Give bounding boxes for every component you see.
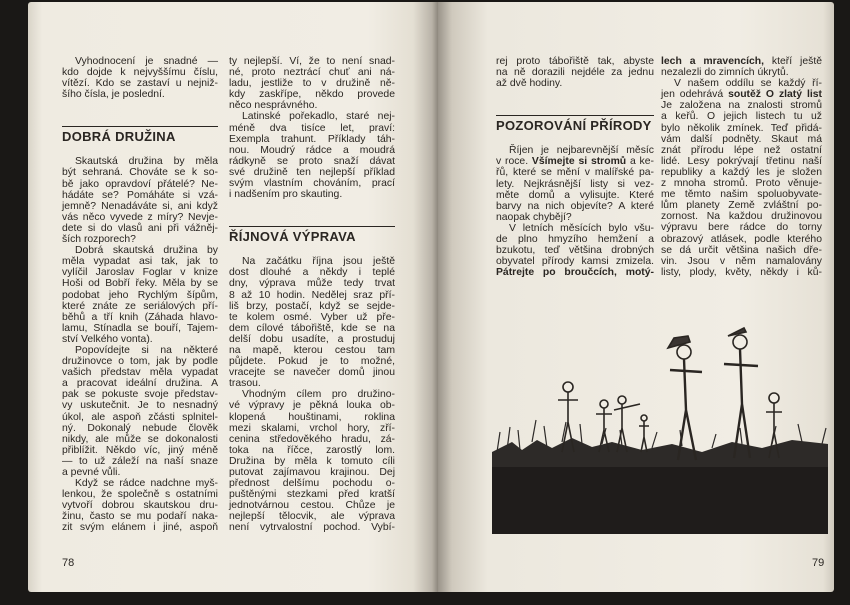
text-line: dny, výprava může tedy trvat	[229, 278, 395, 290]
text-line: V našem oddílu se každý ří-	[674, 78, 822, 90]
text-line: jemně? Nenadáváte si, ani když	[62, 200, 218, 212]
text-line: vytvoří dobrou skautskou dru-	[62, 500, 218, 512]
text-line: bzukotu, teď většina drobných	[496, 245, 654, 257]
page-number: 79	[812, 557, 825, 569]
text-line: vítězí. Kdo se zastaví u nejniž-	[62, 78, 218, 90]
text-line: půjdete. Pokud je to možné,	[229, 356, 395, 368]
section-heading-block	[229, 226, 395, 245]
text-line: pak se pokuste svoje představ-	[62, 389, 218, 401]
text-line: te kolem osmé. Vyber už pře-	[229, 311, 395, 323]
text-line: a pracovat ideální družina. A	[62, 378, 218, 390]
paragraph	[661, 56, 822, 78]
text-line: výpravu bere rádce do torny	[661, 222, 822, 234]
paragraph	[229, 111, 395, 200]
text-line: svým vlastním chováním, prací	[229, 178, 395, 190]
text-line: V letních měsících bylo všu-	[509, 222, 654, 234]
text-line: de plno hmyzího hemžení a	[496, 234, 654, 246]
text-line: puštěnými stezkami před kratší	[229, 489, 395, 501]
text-line: Vyhodnocení je snadné —	[75, 56, 218, 67]
page-number: 78	[62, 557, 75, 569]
text-line: putovat zajímavou krajinou. Dej	[229, 467, 395, 478]
text-line: vy uskutečnit. Je to nesnadný	[62, 400, 218, 412]
text-line: být sehraná. Chováte se k so-	[62, 167, 218, 179]
text-line: barvy na nich objevíte? A které	[496, 200, 654, 212]
text-line: Vhodným cílem pro družino-	[242, 389, 395, 401]
paragraph	[496, 56, 654, 89]
column	[661, 56, 822, 278]
text-line: své družině ten nejlepší příklad	[229, 166, 395, 178]
text-line: Je založena na znalosti stromů	[661, 100, 822, 112]
text-line: běhů a tří knih (Záhada hlavo-	[62, 311, 218, 323]
text-line: né, proto neztrácí chuť ani ná-	[229, 67, 395, 79]
text-line: vin. Jsou v něm namalovány	[661, 255, 822, 267]
text-line: na ně dorazili nejdéle za jednu	[496, 67, 654, 79]
text-line: dost dlouhé a někdy i teplé	[229, 267, 395, 279]
text-line: úkol, ale aspoň zčásti splnitel-	[62, 411, 218, 423]
text-line: vracejte se navečer domů jinou	[229, 367, 395, 379]
text-line: žinu, často se mu podaří naka-	[62, 511, 218, 523]
text-line	[661, 89, 822, 100]
text-line: delší dobu usadíte, a prostuduj	[229, 333, 395, 345]
text-line: bylo několik zmínek. Teď přidá-	[661, 122, 822, 134]
text-line: dete si do vlasů ani při vážněj-	[62, 222, 218, 234]
column	[496, 56, 654, 278]
text-line: a pevné vůli.	[62, 467, 121, 478]
text-line: méně dva tisíce let, praví:	[229, 122, 395, 134]
text-line: lenkou, že společně s ostatními	[62, 489, 218, 501]
text-line: nejlepší tělocvik, ale výprava	[229, 511, 395, 523]
text-line: Na začátku října jsou ještě	[242, 256, 395, 268]
text-line: družinovce o tom, jak by podle	[62, 356, 218, 368]
text-line: zornost. Na každou družinovou	[661, 211, 822, 223]
text-line: Hoši od Bobří řeky. Měla by se	[62, 278, 218, 290]
text-line: lidé. Lesy pokrývají třetinu naší	[661, 155, 822, 167]
text-line: Říjen je nejbarevnější měsíc	[509, 145, 654, 157]
text-line: klopená houštinami, roklina	[229, 411, 395, 423]
text-line: není vytrvalostní pochod. Vybí-	[229, 522, 395, 534]
bold-text: Všímejte si stromů	[531, 156, 627, 168]
text-line: Dobrá skautská družina by	[75, 245, 218, 257]
text-line: lety. Nejkrásnější listy si vez-	[496, 178, 654, 190]
text-line: 8 až 10 hodin. Nedělej sraz pří-	[229, 289, 395, 301]
text-line: vám další podněty. Skaut má	[661, 133, 822, 145]
section-heading-block	[62, 126, 218, 145]
text-line	[496, 267, 654, 278]
bold-text: Pátrejte po broučcích, motý-	[496, 267, 654, 279]
text-line: ty nejlepší. Ví, že to není snad-	[229, 56, 395, 67]
paragraph	[496, 145, 654, 223]
text-line: řů, které se mění v malířské pa-	[496, 167, 654, 179]
text-line: vé výpravy je pěkná louka ob-	[229, 400, 395, 412]
text-line: něco nesprávného.	[229, 100, 318, 112]
paragraph	[62, 345, 218, 478]
paragraph	[229, 389, 395, 533]
text-line: měla vypadat asi tak, jak to	[62, 256, 218, 268]
text-line: — to už záleží na naší snaze	[62, 455, 218, 467]
text-line: lamu, Stínadla se bouří, Tajem-	[62, 322, 218, 334]
column	[229, 56, 395, 534]
text-line: přiblížit. Někdo víc, jiný méně	[62, 444, 218, 456]
text-segment: kteří ještě	[764, 56, 822, 67]
text-line: cenina středověkého hradu, zá-	[229, 433, 395, 445]
bold-text: lech a mravencích,	[661, 56, 765, 67]
text-line: hádáte se? Pomáháte si vzá-	[62, 189, 218, 201]
scout-figures	[558, 328, 782, 460]
paragraph	[62, 56, 218, 100]
text-segment: jen odehrává	[661, 89, 729, 101]
text-line: ný. Dokonalý nebude člověk	[62, 422, 218, 434]
text-segment: v roce.	[496, 156, 532, 168]
paragraph	[62, 478, 218, 533]
text-line: kdy zaskřípe, někdo provede	[229, 89, 395, 101]
text-line: zit svým elánem i jiné, aspoň	[62, 522, 218, 534]
text-line: rej proto tábořiště tak, abyste	[496, 56, 654, 67]
text-line: které znáte ze seriálových pří-	[62, 300, 218, 312]
text-line: naopak chybějí?	[496, 211, 572, 223]
text-line: trasou.	[229, 378, 261, 390]
scouts-illustration	[492, 292, 828, 534]
paragraph	[496, 223, 654, 278]
text-line: Skautská družina by měla	[75, 156, 218, 168]
text-line	[661, 56, 822, 67]
text-line: se dá určit většina našich dře-	[661, 244, 822, 256]
text-line: znát přírodu lépe než ostatní	[661, 144, 822, 156]
section-heading: ŘÍJNOVÁ VÝPRAVA	[229, 229, 356, 245]
text-line: vylíčil Jaroslav Foglar v knize	[62, 267, 218, 279]
section-heading-block	[496, 115, 654, 134]
text-line: i nadšením pro skauting.	[229, 189, 343, 201]
text-line	[496, 156, 654, 167]
text-line: na mapě, kterou cestou tam	[229, 344, 395, 356]
text-line: vašich představ měla vypadat	[62, 367, 218, 379]
text-line: vás něco vyvede z míry? Nevje-	[62, 211, 218, 223]
section-heading: DOBRÁ DRUŽINA	[62, 129, 176, 145]
text-line: až dvě hodiny.	[496, 78, 563, 90]
text-line: Popovídejte si na některé	[75, 344, 218, 356]
text-line: ství Velkého vonta).	[62, 333, 153, 345]
text-line: mezi skalami, vrchol hory, zří-	[229, 422, 395, 434]
text-line: kdo dojde k nejvyššímu číslu,	[62, 67, 218, 79]
text-line: nikdy, ale může se dokonalosti	[62, 433, 218, 445]
text-line: ladu, jestliže to v družině ně-	[229, 78, 395, 90]
text-line: liš brzy, postačí, když se sejde-	[229, 300, 395, 312]
text-line: Když se rádce nadchne myš-	[75, 478, 218, 490]
text-line: republiky a každý les je složen	[661, 166, 822, 178]
text-line: přednost delšímu pochodu o-	[229, 478, 395, 490]
text-line: Družina by měla k tomuto cíli	[229, 455, 395, 467]
paragraph	[229, 56, 395, 111]
text-line: měte domů a vylisujte. Které	[496, 189, 654, 201]
text-line: Latinské pořekadlo, staré nej-	[242, 111, 395, 123]
text-line: listy, plody, květy, někdy i ků-	[661, 266, 822, 278]
column	[62, 56, 218, 534]
section-heading: POZOROVÁNÍ PŘÍRODY	[496, 118, 652, 134]
text-line: dem cílové tábořiště, kde se na	[229, 322, 395, 334]
text-line: ších rozporech?	[62, 234, 136, 246]
text-line: toka na říčce, zarostlý lom.	[229, 444, 395, 456]
paragraph	[62, 156, 218, 245]
paragraph	[229, 256, 395, 389]
text-line: bě jako opravdoví přátelé? Ne-	[62, 178, 218, 190]
text-line: šího čísla, je poslední.	[62, 89, 165, 101]
bold-text: soutěž O zlatý list	[728, 89, 822, 101]
text-segment: a ke-	[626, 156, 654, 168]
text-line: nou. Moudrý rádce a moudrá	[229, 144, 395, 156]
text-line: a keřů. O jejich listech tu už	[661, 111, 822, 123]
text-line: me těmto našim spoluobyvate-	[661, 189, 822, 201]
text-line: Exempla trahunt. Příklady táh-	[229, 133, 395, 145]
text-line: z mnoha stromů. Proto věnuje-	[661, 178, 822, 190]
ground	[492, 420, 828, 534]
text-line: jednotvárnou cestou. Chůze je	[229, 500, 395, 512]
text-line: podobat jeho Rychlým šípům,	[62, 289, 218, 301]
text-line: obrazový atlásek, podle kterého	[661, 233, 822, 245]
text-line: nezalezli do zimních úkrytů.	[661, 67, 789, 79]
paragraph	[62, 245, 218, 345]
text-line: obyvatel přírody kamsi zmizela.	[496, 256, 654, 268]
text-line: lům planety Země zvláštní po-	[661, 200, 822, 212]
text-line: rádkyně se proto snaží dávat	[229, 155, 395, 167]
paragraph	[661, 78, 822, 278]
